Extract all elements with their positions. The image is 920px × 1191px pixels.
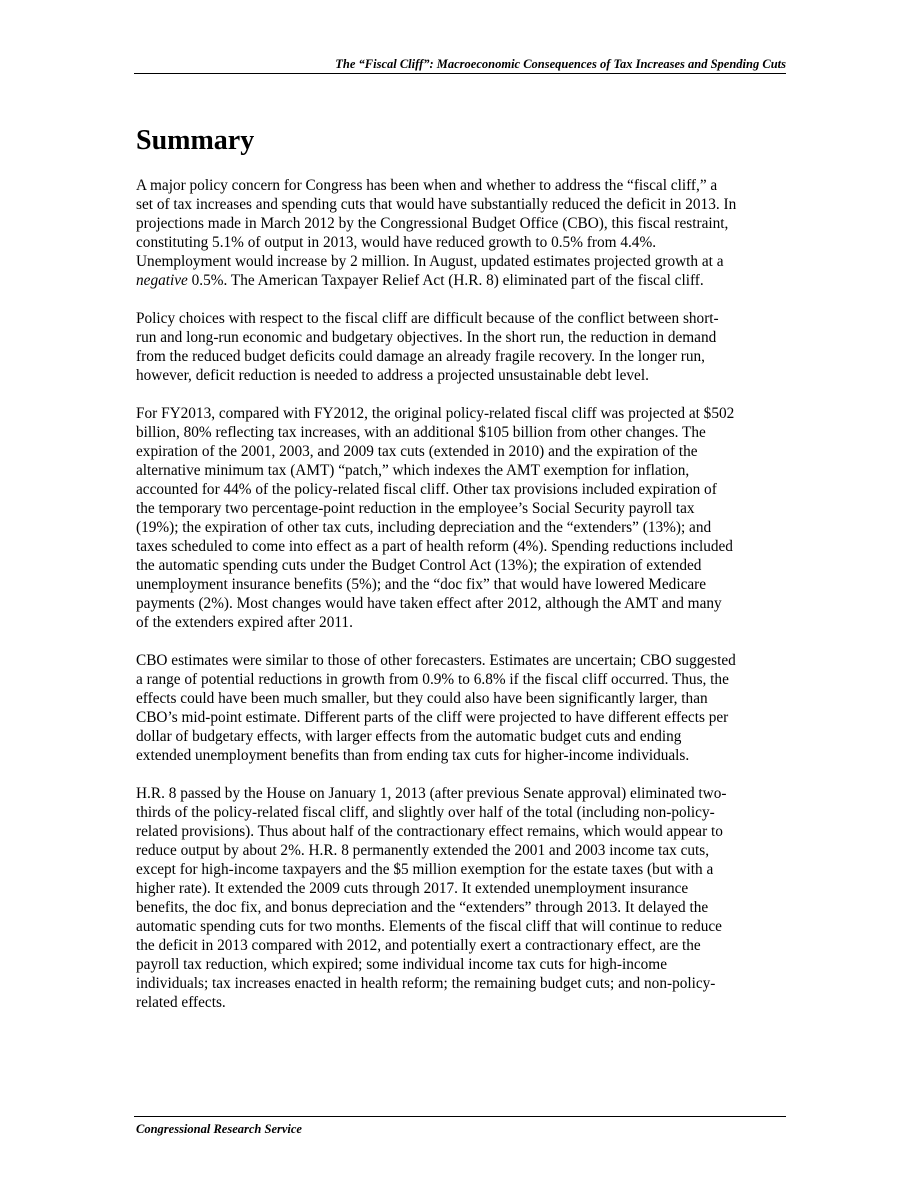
paragraph-2 <box>136 309 788 385</box>
line: of the extenders expired after 2011. <box>136 614 353 631</box>
line: A major policy concern for Congress has been when and whether to address the “fiscal cliff,” a <box>136 177 718 194</box>
header-rule <box>134 73 786 74</box>
line: related effects. <box>136 994 226 1011</box>
page-title: Summary <box>136 125 255 156</box>
running-header: The “Fiscal Cliff”: Macroeconomic Consequences of Tax Increases and Spending Cuts <box>335 57 786 71</box>
line: For FY2013, compared with FY2012, the original policy-related fiscal cliff was projected at $502 <box>136 405 735 422</box>
line: the temporary two percentage-point reduction in the employee’s Social Security payroll tax <box>136 500 695 517</box>
line: thirds of the policy-related fiscal cliff, and slightly over half of the total (including non-policy- <box>136 804 715 821</box>
line: effects could have been much smaller, but they could also have been significantly larger, than <box>136 690 708 707</box>
line: CBO’s mid-point estimate. Different parts of the cliff were projected to have different effects per <box>136 709 729 726</box>
line: set of tax increases and spending cuts that would have substantially reduced the deficit in 2013. In <box>136 196 737 213</box>
line: except for high-income taxpayers and the $5 million exemption for the estate taxes (but with a <box>136 861 714 878</box>
line: (19%); the expiration of other tax cuts, including depreciation and the “extenders” (13%); and <box>136 519 712 536</box>
line: payments (2%). Most changes would have taken effect after 2012, although the AMT and many <box>136 595 722 612</box>
line: dollar of budgetary effects, with larger effects from the automatic budget cuts and ending <box>136 728 682 745</box>
line: extended unemployment benefits than from ending tax cuts for higher-income individuals. <box>136 747 690 764</box>
line: a range of potential reductions in growth from 0.9% to 6.8% if the fiscal cliff occurred. Thus, the <box>136 671 729 688</box>
paragraph-1 <box>136 176 788 290</box>
line: taxes scheduled to come into effect as a part of health reform (4%). Spending reductions included <box>136 538 733 555</box>
line: 0.5%. The American Taxpayer Relief Act (H.R. 8) eliminated part of the fiscal cliff. <box>187 272 704 289</box>
summary-body <box>136 176 788 1031</box>
emphasis-negative: negative <box>136 272 188 289</box>
line: unemployment insurance benefits (5%); and the “doc fix” that would have lowered Medicare <box>136 576 707 593</box>
line: payroll tax reduction, which expired; some individual income tax cuts for high-income <box>136 956 667 973</box>
line: reduce output by about 2%. H.R. 8 permanently extended the 2001 and 2003 income tax cuts, <box>136 842 710 859</box>
paragraph-4 <box>136 651 788 765</box>
line: Policy choices with respect to the fiscal cliff are difficult because of the conflict between short- <box>136 310 719 327</box>
line: benefits, the doc fix, and bonus depreciation and the “extenders” through 2013. It delayed the <box>136 899 709 916</box>
line: from the reduced budget deficits could damage an already fragile recovery. In the longer run, <box>136 348 705 365</box>
line: accounted for 44% of the policy-related fiscal cliff. Other tax provisions included expiration of <box>136 481 717 498</box>
footer-rule <box>134 1116 786 1117</box>
line: CBO estimates were similar to those of other forecasters. Estimates are uncertain; CBO suggested <box>136 652 736 669</box>
line: related provisions). Thus about half of the contractionary effect remains, which would appear to <box>136 823 723 840</box>
line: however, deficit reduction is needed to address a projected unsustainable debt level. <box>136 367 649 384</box>
line: expiration of the 2001, 2003, and 2009 tax cuts (extended in 2010) and the expiration of the <box>136 443 698 460</box>
line: alternative minimum tax (AMT) “patch,” which indexes the AMT exemption for inflation, <box>136 462 690 479</box>
running-footer: Congressional Research Service <box>136 1122 302 1136</box>
line: projections made in March 2012 by the Congressional Budget Office (CBO), this fiscal restraint, <box>136 215 729 232</box>
paragraph-3 <box>136 404 788 632</box>
line: automatic spending cuts for two months. Elements of the fiscal cliff that will continue to reduce <box>136 918 722 935</box>
paragraph-5 <box>136 784 788 1012</box>
line: H.R. 8 passed by the House on January 1, 2013 (after previous Senate approval) eliminated two- <box>136 785 727 802</box>
line: individuals; tax increases enacted in health reform; the remaining budget cuts; and non-policy- <box>136 975 716 992</box>
line: the deficit in 2013 compared with 2012, and potentially exert a contractionary effect, are the <box>136 937 701 954</box>
line: higher rate). It extended the 2009 cuts through 2017. It extended unemployment insurance <box>136 880 689 897</box>
line: Unemployment would increase by 2 million. In August, updated estimates projected growth at a <box>136 253 724 270</box>
line: the automatic spending cuts under the Budget Control Act (13%); the expiration of extended <box>136 557 702 574</box>
line: constituting 5.1% of output in 2013, would have reduced growth to 0.5% from 4.4%. <box>136 234 657 251</box>
line: run and long-run economic and budgetary objectives. In the short run, the reduction in demand <box>136 329 717 346</box>
line: billion, 80% reflecting tax increases, with an additional $105 billion from other changes. The <box>136 424 706 441</box>
